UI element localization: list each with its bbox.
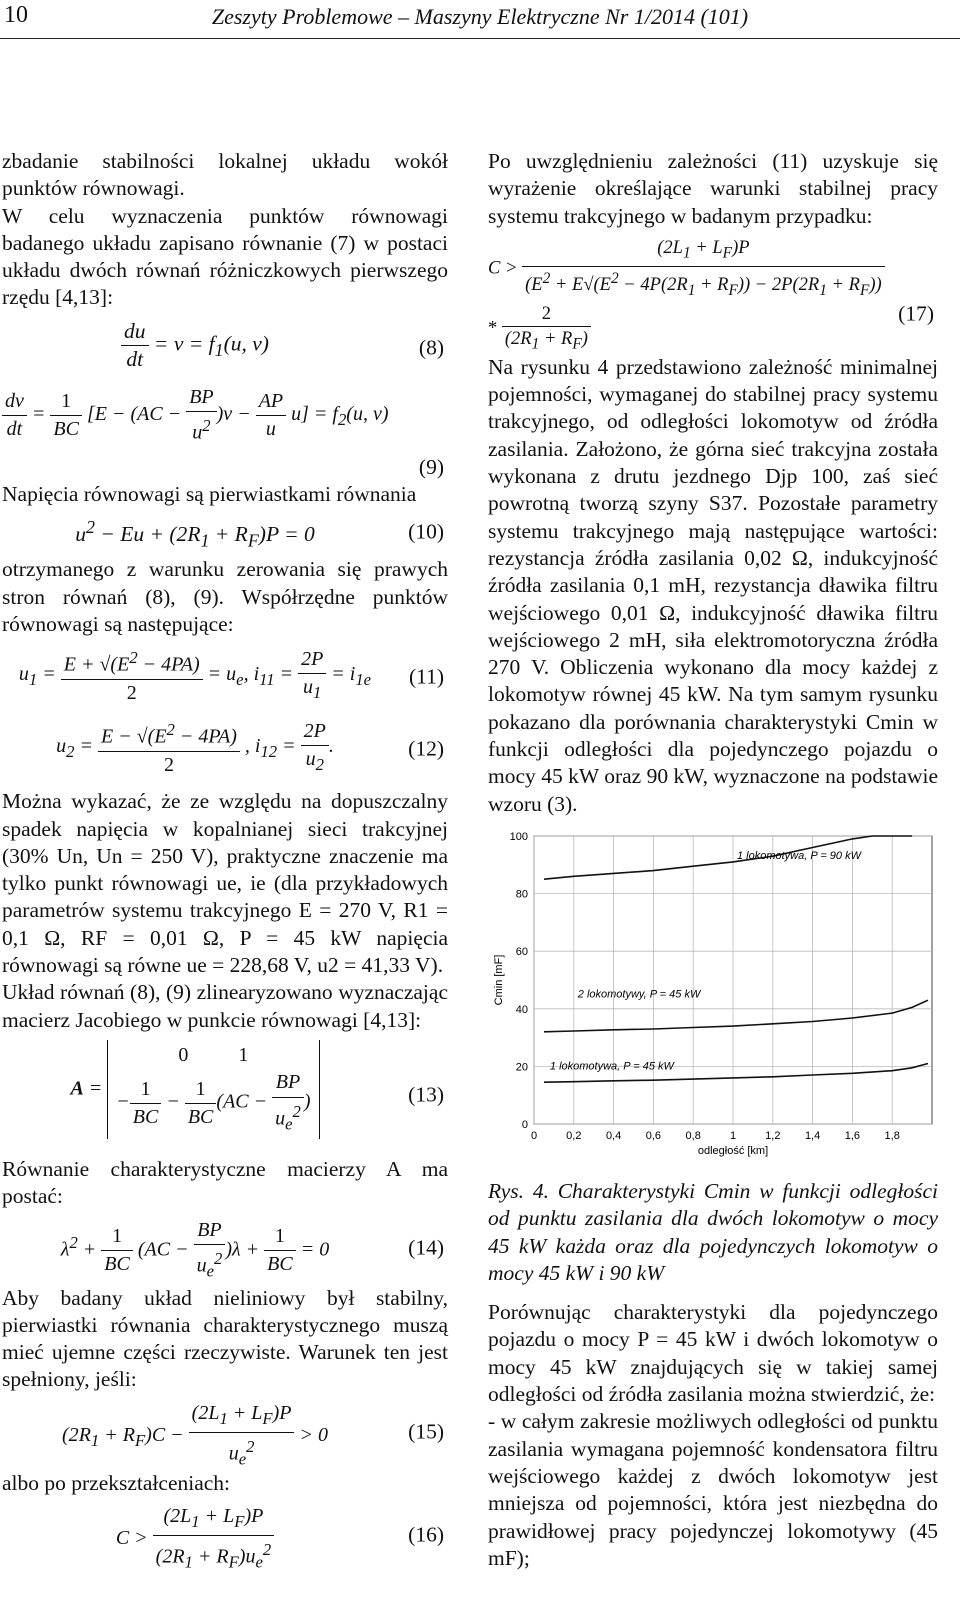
equation-10 xyxy=(2,514,448,550)
left-column xyxy=(2,148,448,1573)
equation-12 xyxy=(2,716,448,782)
y-tick-label: 0 xyxy=(521,1118,528,1131)
equation-number: (15) xyxy=(408,1419,444,1444)
equation-15-body: $(2R_1 + R_F)C$ − $\frac{(2L_1 + L_F)P}{u_e^2}$ > 0 xyxy=(62,1401,328,1469)
equation-11 xyxy=(2,644,448,710)
x-tick-label: 0,8 xyxy=(685,1129,701,1142)
equation-14-body: $\lambda^2$ + $\frac{1}{BC}$ (AC − $\frac{BP}{u_e^2}$ )λ + $\frac{1}{BC}$ = 0 xyxy=(60,1218,330,1281)
equation-17 xyxy=(488,236,938,354)
y-tick-label: 100 xyxy=(509,830,528,843)
equation-number: (8) xyxy=(418,335,444,360)
figure-caption: Rys. 4. Charakterystyki Cmin w funkcji odległości od punktu zasilania dla dwóch lokomotyw o mocy 45 kW każda oraz dla pojedynczych lokomotyw o mocy 45 kW i 90 kW xyxy=(488,1178,938,1285)
y-tick-label: 80 xyxy=(515,888,528,901)
y-tick-label: 20 xyxy=(515,1061,528,1074)
paragraph: Na rysunku 4 przedstawiono zależność minimalnej pojemności, wymaganej do stabilnej pracy systemu trakcyjnego, od odległości lokomotyw od źródła zasilania. Założono, że górna sieć trakcyjna została wykonana z drutu jezdnego Djp 100, zaś sieć powrotną tworzą szyny S37. Pozostałe parametry systemu trakcyjnego mają następujące wartości: rezystancja źródła zasilania 0,02 Ω, indukcyjność źródła zasilania 0,1 mH, rezystancja dławika filtru wejściowego 0,01 Ω, indukcyjność dławika filtru wejściowego 2 mH, siła elektromotoryczna źródła 270 V. Obliczenia wykonano dla mocy każdej z lokomotyw równej 45 kW. Na tym samym rysunku pokazano dla porównania charakterystyki Cmin w funkcji odległości dla pojedynczego pojazdu o mocy 45 kW oraz 90 kW, wyznaczone na podstawie wzoru (3). xyxy=(488,354,938,816)
paragraph: Układ równań (8), (9) zlinearyzowano wyznaczając macierz Jacobiego w punkcie równowagi [4,13]: xyxy=(2,980,448,1032)
equation-number: (16) xyxy=(408,1522,444,1547)
equation-13 xyxy=(2,1040,448,1150)
equation-9 xyxy=(2,384,448,448)
paragraph: zbadanie stabilności lokalnej układu wokół punktów równowagi. xyxy=(2,149,448,201)
header-rule xyxy=(0,38,960,39)
equation-17-body: C > $\frac{(2L_1 + L_F)P}{(E^2 + E√(E^2 - 4P(2R_1 + R_F)) - 2P(2R_1 + R_F))}$ * $\frac{2}{(2R_1 + R_F)}$ xyxy=(488,236,938,357)
page-number: 10 xyxy=(4,2,28,28)
equation-13-body: A = 0 1 − $\frac{1}{BC}$ − $\frac{1}{BC}$ (AC − $\frac{BP}{u_e^2}$ ) xyxy=(2,1040,388,1140)
paragraph: albo po przekształceniach: xyxy=(2,1470,231,1495)
equation-8-body: $\frac{du}{dt}$ = $v = f_1(u$, v) xyxy=(2,318,388,374)
x-tick-label: 0,6 xyxy=(645,1129,662,1142)
x-tick-label: 1,8 xyxy=(884,1129,900,1142)
paragraph: Porównując charakterystyki dla pojedynczego pojazdu o mocy P = 45 kW i dwóch lokomotyw o mocy 45 kW znajdujących się w takiej samej odległości od źródła zasilania można stwierdzić, że: xyxy=(488,1300,938,1407)
equation-12-body: $u_2$ = $\frac{E - √(E^2 - 4PA)}{2}$ , $i_{12}$ = $\frac{2P}{u_2}$ . xyxy=(2,716,388,779)
paragraph: Równanie charakterystyczne macierzy A ma postać: xyxy=(2,1156,448,1209)
right-column xyxy=(488,148,938,1572)
equation-11-body: $u_1$ = $\frac{E + √(E^2 - 4PA)}{2}$ = $u_e$, $i_{11}$ = $\frac{2P}{u_1}$ = $i_{1e}$ xyxy=(2,644,388,707)
equation-number: (17) xyxy=(898,301,934,326)
paragraph: - w całym zakresie możliwych odległości od punktu zasilania wymagana pojemność kondensatora filtru wejściowego każdej z dwóch lokomotyw jest mniejsza od pojemności, która jest niezbędna do prawidłowej pracy pojedynczej lokomotywy (45 mF); xyxy=(488,1409,938,1570)
journal-title: Zeszyty Problemowe – Maszyny Elektryczne Nr 1/2014 (101) xyxy=(211,4,749,29)
x-tick-label: 0,4 xyxy=(605,1129,622,1142)
x-tick-label: 0,2 xyxy=(566,1129,582,1142)
x-tick-label: 1,4 xyxy=(804,1129,821,1142)
x-tick-label: 1,2 xyxy=(765,1129,781,1142)
x-tick-label: 1 xyxy=(729,1129,737,1142)
y-tick-label: 60 xyxy=(515,946,528,959)
page-header xyxy=(0,0,960,44)
y-axis-label: Cmin [mF] xyxy=(493,954,505,1006)
x-tick-label: 0 xyxy=(530,1129,538,1142)
equation-number: (10) xyxy=(408,519,444,544)
equation-15 xyxy=(2,1400,448,1469)
figure-chart xyxy=(488,828,938,1168)
paragraph: Można wykazać, że ze względu na dopuszczalny spadek napięcia w kopalnianej sieci trakcyjnej (30% Un, Un = 250 V), praktyczne znaczenie ma tylko punkt równowagi ue, ie (dla przykładowych parametrów systemu trakcyjnego E = 270 V, R1 = 0,1 Ω, RF = 0,01 Ω, P = 45 kW napięcia równowagi są równe ue = 228,68 V, u2 = 41,33 V). xyxy=(2,789,448,978)
paragraph: W celu wyznaczenia punktów równowagi badanego układu zapisano równanie (7) w postaci układu dwóch równań różniczkowych pierwszego rzędu [4,13]: xyxy=(2,203,448,310)
equation-16-body: C > $\frac{(2L_1 + L_F)P}{(2R_1 + R_F)u_e^2}$ xyxy=(2,1503,388,1576)
series-label: 1 lokomotywa, P = 45 kW xyxy=(549,1060,674,1073)
paragraph: otrzymanego z warunku zerowania się prawych stron równań (8), (9). Współrzędne punktów równowagi są następujące: xyxy=(2,557,448,636)
chart-svg xyxy=(488,828,938,1168)
equation-number: (14) xyxy=(408,1234,444,1259)
x-tick-label: 1,6 xyxy=(844,1129,861,1142)
equation-14 xyxy=(2,1217,448,1279)
equation-9-body: $\frac{dv}{dt}$ = $\frac{1}{BC}$ [E − (AC − $\frac{BP}{u^2}$ )v − $\frac{AP}{u}$ $u] = f_2(u$, v) xyxy=(2,384,448,447)
series-label: 1 lokomotywa, P = 90 kW xyxy=(736,849,861,862)
paragraph: Po uwzględnieniu zależności (11) uzyskuje się wyrażenie określające warunki stabilnej pracy systemu trakcyjnego w badanym przypadku: xyxy=(488,149,938,228)
equation-number: (13) xyxy=(408,1082,444,1107)
equation-10-body: $u^2 - Eu + (2R_1 + R_F)P = 0$ xyxy=(75,517,315,551)
equation-number: (11) xyxy=(408,664,444,689)
equation-8 xyxy=(2,318,448,378)
series-label: 2 lokomotywy, P = 45 kW xyxy=(577,988,701,1001)
y-tick-label: 40 xyxy=(515,1003,528,1016)
x-axis-label: odległość [km] xyxy=(697,1144,769,1157)
paragraph: Aby badany układ nieliniowy był stabilny, pierwiastki równania charakterystycznego muszą mieć ujemne części rzeczywiste. Warunek ten jest spełniony, jeśli: xyxy=(2,1285,448,1392)
equation-16 xyxy=(2,1503,448,1572)
equation-number: (12) xyxy=(408,736,444,761)
paragraph: Napięcia równowagi są pierwiastkami równania xyxy=(2,482,417,507)
equation-number: (9) xyxy=(418,454,444,479)
